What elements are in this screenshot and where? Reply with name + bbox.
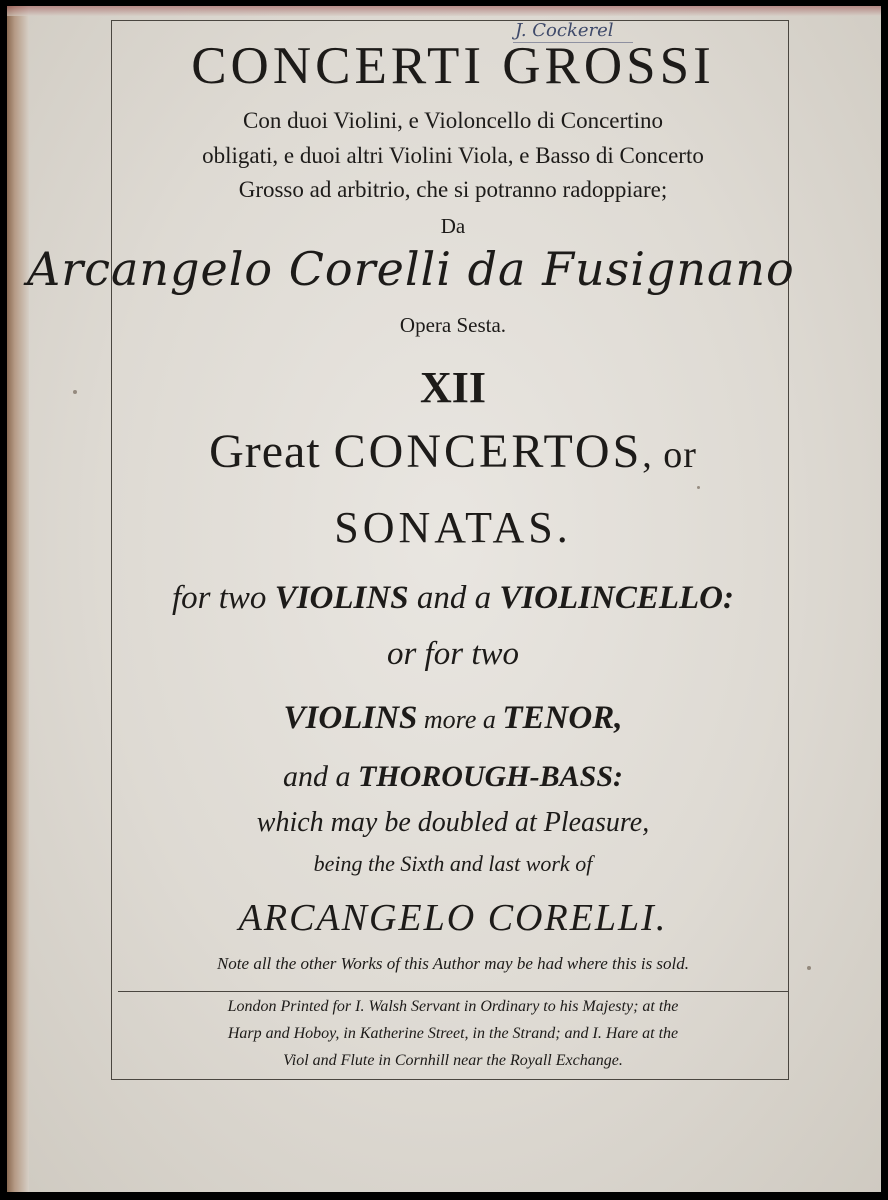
or-word: , or: [642, 434, 697, 476]
availability-note: Note all the other Works of this Author may be had where this is sold.: [216, 954, 690, 973]
text-fragment: for two: [171, 580, 275, 616]
text-fragment: and a: [282, 760, 358, 793]
instrumentation-line-2: or for two: [386, 636, 520, 672]
text-fragment: and a: [408, 580, 500, 616]
title-heading: CONCERTI GROSSI: [191, 37, 715, 95]
tenor-word: TENOR,: [502, 700, 623, 736]
foxing-spot: [697, 486, 700, 489]
great-word: Great: [209, 425, 334, 478]
sixth-work-line: being the Sixth and last work of: [313, 851, 593, 876]
composer-name-script: Arcangelo Corelli da Fusignano: [27, 242, 795, 296]
instrumentation-line-3: [117, 700, 789, 737]
sonatas-heading: SONATAS.: [334, 503, 572, 552]
subtitle-line-1: Con duoi Violini, e Violoncello di Concertino: [243, 108, 663, 133]
violins-word: VIOLINS: [274, 580, 409, 616]
concertos-word: CONCERTOS: [333, 425, 643, 478]
page-top-edge: [7, 6, 881, 16]
author-name: ARCANGELO CORELLI.: [238, 897, 668, 939]
title-page: [7, 6, 881, 1192]
pleasure-line: which may be doubled at Pleasure,: [256, 807, 650, 838]
english-title-line-1: [117, 424, 789, 479]
page-spine-edge: [7, 6, 29, 1192]
instrumentation-line-4: [117, 760, 789, 794]
imprint-line-2: Harp and Hoboy, in Katherine Street, in the Strand; and I. Hare at the: [227, 1025, 679, 1042]
subtitle-line-2: obligati, e duoi altri Violini Viola, e Basso di Concerto: [202, 143, 704, 168]
thorough-bass-word: THOROUGH-BASS:: [357, 760, 624, 793]
foxing-spot: [73, 390, 77, 394]
text-fragment: more a: [417, 705, 503, 734]
subtitle-line-3: Grosso ad arbitrio, che si potranno radoppiare;: [238, 177, 668, 202]
foxing-spot: [807, 966, 811, 970]
da-label: Da: [440, 214, 466, 238]
imprint-line-1: London Printed for I. Walsh Servant in Ordinary to his Majesty; at the: [227, 998, 679, 1015]
owner-signature: J. Cockerel: [515, 20, 614, 41]
instrumentation-line-1: [117, 580, 789, 617]
opus-label: Opera Sesta.: [399, 313, 507, 337]
imprint-divider: [118, 991, 789, 992]
violincello-word: VIOLINCELLO:: [499, 580, 734, 616]
violins-word: VIOLINS: [283, 700, 418, 736]
imprint-line-3: Viol and Flute in Cornhill near the Royall Exchange.: [283, 1052, 623, 1069]
number-twelve: XII: [419, 363, 487, 412]
